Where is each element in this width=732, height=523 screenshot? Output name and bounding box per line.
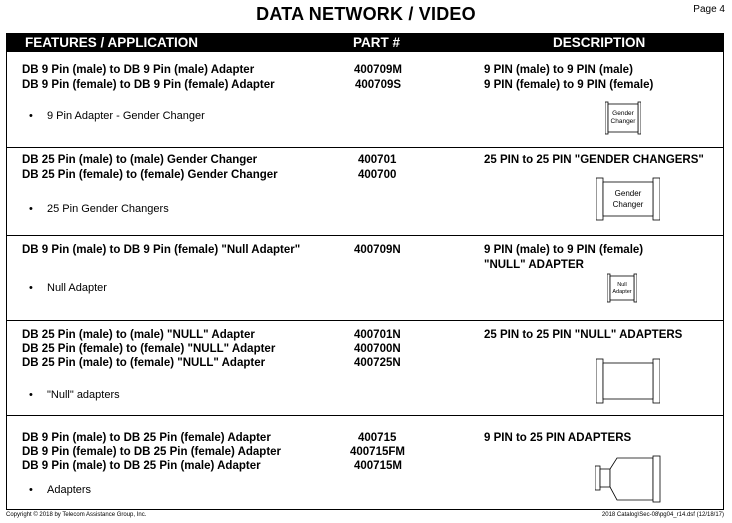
header-description: DESCRIPTION — [553, 35, 646, 50]
image-label: Changer — [610, 118, 636, 125]
part-number: 400715 — [358, 432, 397, 444]
part-number: 400715M — [354, 460, 402, 472]
table-row — [7, 415, 723, 511]
bullet-text: 9 Pin Adapter - Gender Changer — [47, 110, 205, 122]
feature-line: DB 25 Pin (male) to (male) "NULL" Adapter — [22, 329, 255, 341]
part-number: 400700 — [358, 169, 397, 181]
feature-line: DB 25 Pin (female) to (female) Gender Changer — [22, 169, 278, 181]
page-number: Page 4 — [693, 4, 725, 15]
bullet-text: Null Adapter — [47, 282, 107, 294]
bullet-note: • 9 Pin Adapter - Gender Changer — [29, 110, 205, 122]
part-number: 400701N — [354, 329, 401, 341]
description-line: 9 PIN (male) to 9 PIN (female) — [484, 244, 644, 256]
feature-line: DB 9 Pin (male) to DB 25 Pin (male) Adapter — [22, 460, 261, 472]
feature-line: DB 9 Pin (male) to DB 9 Pin (male) Adapter — [22, 64, 255, 76]
bullet-note: • 25 Pin Gender Changers — [29, 203, 169, 215]
part-number: 400700N — [354, 343, 401, 355]
description-line: 9 PIN (female) to 9 PIN (female) — [484, 79, 654, 91]
image-label: Gender — [612, 110, 634, 117]
description-line: 25 PIN to 25 PIN "GENDER CHANGERS" — [484, 154, 704, 166]
table-row — [7, 320, 723, 415]
table-row — [7, 235, 723, 320]
feature-line: DB 9 Pin (male) to DB 9 Pin (female) "Null Adapter" — [22, 244, 301, 256]
description-line: 9 PIN to 25 PIN ADAPTERS — [484, 432, 632, 444]
image-label: Gender — [614, 189, 642, 198]
table-row — [7, 147, 723, 235]
image-label: Changer — [612, 200, 644, 209]
description-line: "NULL" ADAPTER — [484, 259, 584, 271]
null-adapter-diagram — [607, 272, 637, 304]
bullet-text: Adapters — [47, 484, 92, 496]
bullet-note: • Adapters — [29, 484, 92, 496]
description-line: 9 PIN (male) to 9 PIN (male) — [484, 64, 633, 76]
part-number: 400709N — [354, 244, 401, 256]
feature-line: DB 9 Pin (male) to DB 25 Pin (female) Adapter — [22, 432, 271, 444]
image-label: Adapter — [612, 289, 632, 295]
part-number: 400701 — [358, 154, 397, 166]
bullet-note: • "Null" adapters — [29, 389, 120, 401]
null-adapter-diagram — [596, 355, 660, 407]
header-features: FEATURES / APPLICATION — [25, 35, 199, 50]
bullet-text: 25 Pin Gender Changers — [47, 203, 169, 215]
bullet-text: "Null" adapters — [47, 389, 120, 401]
product-table — [6, 33, 724, 510]
feature-line: DB 9 Pin (female) to DB 9 Pin (female) Adapter — [22, 79, 275, 91]
header-part: PART # — [353, 35, 401, 50]
table-row — [7, 52, 723, 147]
part-number: 400709S — [355, 79, 402, 91]
feature-line: DB 25 Pin (female) to (female) "NULL" Adapter — [22, 343, 276, 355]
part-number: 400725N — [354, 357, 401, 369]
page-title: DATA NETWORK / VIDEO — [256, 4, 476, 24]
image-label: Null — [617, 282, 627, 288]
part-number: 400715FM — [350, 446, 405, 458]
adapter-diagram — [595, 454, 663, 504]
file-reference-footer: 2018 Catalog\Sec-08\pg04_r14.dsf (12/18/17) — [601, 512, 724, 518]
part-number: 400709M — [354, 64, 402, 76]
table-header — [7, 34, 723, 52]
description-line: 25 PIN to 25 PIN "NULL" ADAPTERS — [484, 329, 683, 341]
feature-line: DB 9 Pin (female) to DB 25 Pin (female) Adapter — [22, 446, 282, 458]
feature-line: DB 25 Pin (male) to (female) "NULL" Adapter — [22, 357, 266, 369]
gender-changer-diagram — [596, 174, 660, 224]
gender-changer-diagram — [605, 100, 641, 136]
feature-line: DB 25 Pin (male) to (male) Gender Changer — [22, 154, 258, 166]
bullet-note: • Null Adapter — [29, 282, 107, 294]
copyright-footer: Copyright © 2018 by Telecom Assistance Group, Inc. — [6, 512, 147, 518]
